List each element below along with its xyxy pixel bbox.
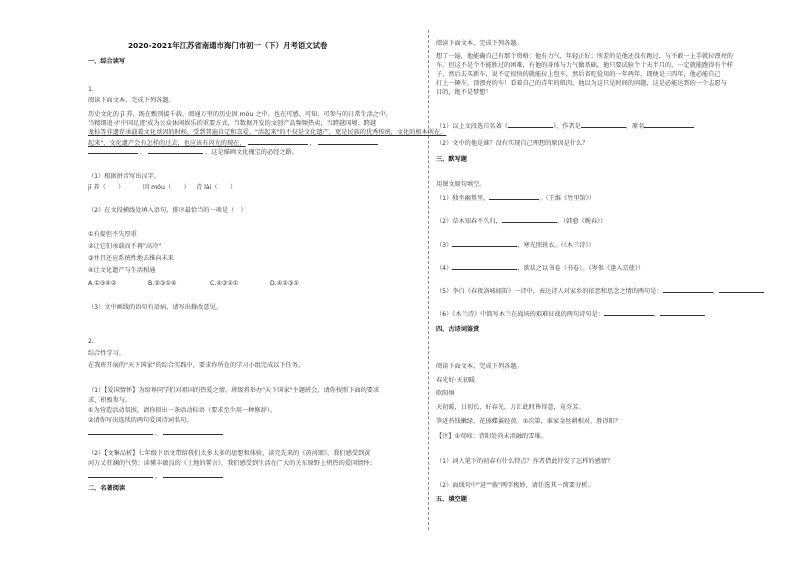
answer-blank[interactable] xyxy=(719,286,764,293)
answer-blank[interactable] xyxy=(163,471,223,478)
punct: ， xyxy=(154,430,162,437)
pinyin-item: 因 móu（ ） xyxy=(143,184,190,191)
task-line: 求，积极参与。 xyxy=(88,397,132,404)
fill-post: 。（王维《竹里馆》） xyxy=(539,195,596,202)
punct: ， xyxy=(309,140,316,147)
subquestion-text: ，原名 xyxy=(625,123,645,130)
task-line: （2）【文集品析】七年级下语文带给我们太多太多的思想和体验，读完先来的《黄河颂》，我们感受到黄 xyxy=(88,450,371,457)
poem-line: 天初暖，日初长，好春光。万汇此时皆得意，竟芬芳。 xyxy=(436,404,585,411)
question-number: 1. xyxy=(88,86,94,93)
fill-pre: （6）《木兰诗》中简写木兰在战场的艰难征战的两句诗句是： xyxy=(436,311,604,318)
answer-blank[interactable] xyxy=(502,216,557,223)
fill-post: ，欲祛之以书卷（书卷）。（岑参《逢入京使》） xyxy=(517,265,645,272)
punct: ， xyxy=(653,311,661,318)
poem-line: 笋迸苔钱嫩绿，花披蝶翼轻黄。①次第，谁家金丝耕相对，胜得阳？ xyxy=(436,418,621,425)
task-line: 河万丈狂澜的气势；读懂丰蕴良的《土地的誓言》，我们感受到生活在广大的关东原野上炽热的爱国情怀； xyxy=(88,460,376,467)
exam-title: 2020-2021年江苏省南通市海门市初一（下）月考语文试卷 xyxy=(128,41,328,50)
passage-underlined-text: 起来"，文化遗产会有怎样的过去，也应该有闪光的现在， xyxy=(88,140,246,147)
subquestion-text: 》，作者是 xyxy=(553,123,581,130)
section-heading: 一、综合读写 xyxy=(88,58,126,65)
answer-blank[interactable] xyxy=(148,147,203,154)
fill-item xyxy=(436,193,595,203)
fill-pre: （4） xyxy=(436,265,453,272)
fill-item xyxy=(436,216,606,226)
passage-line: 目的，绝不是梦想！ xyxy=(436,89,492,96)
choice-b[interactable]: B.②③①④ xyxy=(148,280,177,287)
passage-line: 历史文化的 jī 养，既在甄别接千载、阅通万里的历史因 móu 之中，也在可感、可知、可参与的日常生活之中。 xyxy=(88,111,392,118)
answer-blank[interactable] xyxy=(604,309,654,316)
subquestion: （2）面线句中"迸""披"两字极妙，请任选其一简要分析。 xyxy=(436,482,594,489)
subquestion: （2）在文段横线处填入语句，排序最恰当的一项是（ ） xyxy=(88,207,247,214)
question-intro: 阅读下面文本，完成下列各题。 xyxy=(436,363,523,370)
pinyin-item: jī 养（ ） xyxy=(88,184,125,191)
fill-pre: （1）独坐幽篁里， xyxy=(436,195,490,202)
answer-blank[interactable] xyxy=(88,428,153,435)
option-line: ①有提但不失厚重 xyxy=(88,231,137,238)
passage-line: 子，然后去买新车，说不定很快的就能拉上包车，然后省吃俭用的一年两年，即便是三四年，他必能自己 xyxy=(436,71,721,78)
answer-blank[interactable] xyxy=(489,193,539,200)
passage-line: 当精细追寻'中国足迹'成为公众休闲娱乐的重要方式，当数据开发的文创产品频频热卖，当跨越国境、跨越 xyxy=(88,120,377,127)
fill-item xyxy=(436,309,705,319)
subquestion: （3）文中画线的语句有语病，请写出修改意见。 xyxy=(88,304,222,311)
passage-line: 车。但这不是个不能胜过的困难，有他的身体与力气做基础，他只要试验个十天半月的，一定就能跑得有个样 xyxy=(436,62,733,69)
poem-note: 【注】①莺啼：背阳处尚未消融的雪堆。 xyxy=(436,433,547,440)
fill-item xyxy=(436,286,764,296)
option-line: ②让它们承载而不再"高冷" xyxy=(88,243,162,250)
answer-blank[interactable] xyxy=(508,121,553,128)
answer-blank[interactable] xyxy=(660,309,705,316)
choice-d[interactable]: D.④②③① xyxy=(270,280,299,287)
subquestion xyxy=(436,121,694,131)
task-line: （1）【爱国情怀】为给界同学们对祖国的热爱之情，班级将举办"天下国家"主题班会，请你按照下面的要求 xyxy=(88,387,380,394)
section-heading: 三、默写题 xyxy=(436,156,467,163)
answer-blank[interactable] xyxy=(452,263,517,270)
subquestion: （1）根据拼音写出汉字。 xyxy=(88,173,160,180)
answer-blank[interactable] xyxy=(318,138,378,145)
question-number: 2. xyxy=(88,338,94,345)
passage-line: 想了一遍，他能确自己有那个资格：他有力气，年轻正好；所差的是他还没有跑过，与不敢一上手就拉漂亮的 xyxy=(436,53,733,60)
question-text: 在我班开展的"天下国家"的综合实践中，要求你所在的学习小组完成以下任务。 xyxy=(88,362,305,369)
answer-blank[interactable] xyxy=(88,147,138,154)
answer-blank[interactable] xyxy=(248,138,308,145)
option-line: ③并且还应系统性地去推向未来 xyxy=(88,255,174,262)
choice-a[interactable]: A.①③④② xyxy=(88,280,117,287)
answer-blank[interactable] xyxy=(663,286,713,293)
fill-item xyxy=(436,263,644,273)
answer-blank[interactable] xyxy=(644,121,694,128)
passage-tail: ，这是描画文化瑰宝的必经之路。 xyxy=(205,149,298,156)
answer-line-row xyxy=(88,471,223,481)
poem-author: 欧阳炯 xyxy=(436,390,455,397)
fill-pre: （2）草木知春不久归， xyxy=(436,218,502,225)
section-heading: 二、名著阅读 xyxy=(88,485,126,492)
subquestion: （1）词人笔下的初春有什么特点？作者借此抒发了怎样的感情？ xyxy=(436,458,614,465)
question-intro: 综合性学习。 xyxy=(88,350,126,357)
punct: ， xyxy=(154,473,162,480)
question-intro: 用课文原句填空。 xyxy=(436,181,486,188)
column-divider xyxy=(428,30,429,530)
question-intro: 阅读下面文本，完成下列各题。 xyxy=(436,40,523,47)
answer-blank[interactable] xyxy=(581,121,626,128)
answer-line-row xyxy=(88,428,223,438)
subquestion: （2）文中的他是谁？没有实现自己理想的原因是什么？ xyxy=(436,140,589,147)
poem-title: 春光好·天初暖 xyxy=(436,377,476,384)
choice-c[interactable]: C.④③②① xyxy=(210,280,239,287)
section-heading: 四、古诗词鉴赏 xyxy=(436,326,480,333)
fill-post: ，寒光照铁衣。（《木兰诗》） xyxy=(517,242,595,249)
fill-pre: （3） xyxy=(436,242,453,249)
passage-line xyxy=(88,147,298,157)
task-line: ②请你写出连续的两句爱国诗词名句。 xyxy=(88,417,193,424)
fill-pre: （5）李白《春夜洛城闻笛》一诗中，表达诗人对家乡的依恋和思念之情的两句是： xyxy=(436,288,663,295)
punct: ， xyxy=(139,149,147,156)
fill-post: 。（韩愈《晚春》） xyxy=(556,218,607,225)
pinyin-item: 青 lài（ ） xyxy=(196,184,237,191)
passage-line-underlined: 龙标等非遗存承载着文化基因的时候，受到普遍肯定和喜爱。"活起来"的不仅是文化遗产，更是民族的优秀传统，文化的根本所在。 xyxy=(88,129,447,136)
answer-blank[interactable] xyxy=(452,240,517,247)
answer-blank[interactable] xyxy=(88,471,153,478)
task-line: ①为营造活动氛围，请你拟出一条活动标语（要求至少用一种修辞）。 xyxy=(88,407,277,414)
fill-item xyxy=(436,240,595,250)
punct: ， xyxy=(712,288,719,295)
question-intro: 阅读下面文本，完成下列各题。 xyxy=(88,97,175,104)
passage-line: 打上一辆车，顶漂亮的车！看着自己的青年的肌肉，他以为这只是时间的问题，这是必能达到的一个志愿与 xyxy=(436,80,727,87)
subquestion-text: （1）以上文段选自名著《 xyxy=(436,123,508,130)
section-heading: 五、填空题 xyxy=(436,496,467,503)
option-line: ④让文化遗产与生活相通 xyxy=(88,267,156,274)
answer-blank[interactable] xyxy=(163,428,223,435)
